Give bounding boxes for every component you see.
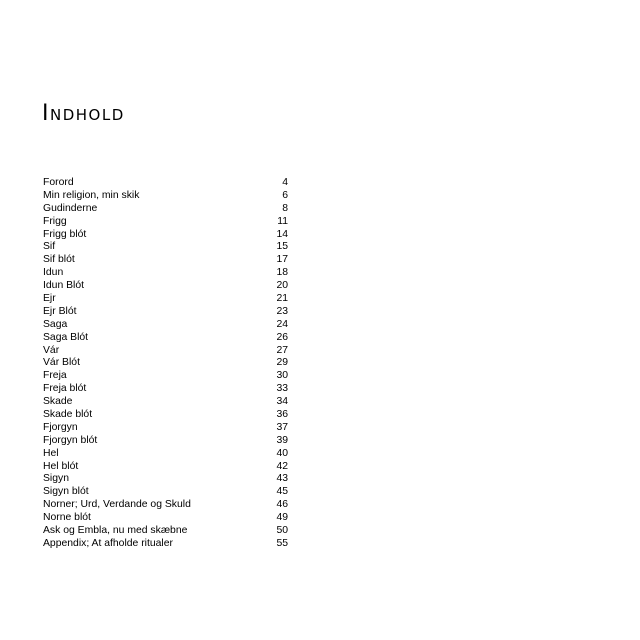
toc-entry: [43, 461, 288, 474]
toc-entry-page-number: 50: [276, 525, 288, 537]
toc-entry-title: Frigg: [43, 215, 67, 227]
toc-entry: [43, 267, 288, 280]
toc-entry: [43, 280, 288, 293]
toc-entry-title: Norner; Urd, Verdande og Skuld: [43, 499, 191, 511]
toc-entry-page-number: 26: [276, 331, 288, 343]
toc-entry: [43, 435, 288, 448]
toc-entry: [43, 293, 288, 306]
toc-entry: [43, 306, 288, 319]
toc-entry-page-number: 55: [276, 537, 288, 549]
toc-entry-page-number: 34: [276, 396, 288, 408]
page-title: Indhold: [42, 101, 125, 126]
toc-entry-title: Sif blót: [43, 254, 75, 266]
toc-entry-title: Ask og Embla, nu med skæbne: [43, 525, 188, 537]
toc-entry: [43, 538, 288, 551]
toc-entry-title: Fjorgyn blót: [43, 434, 98, 446]
toc-entry-title: Sif: [43, 241, 56, 253]
toc-entry: [43, 486, 288, 499]
toc-entry-title: Saga Blót: [43, 331, 89, 343]
toc-entry-title: Frigg blót: [43, 228, 87, 240]
toc-entry-page-number: 39: [276, 434, 288, 446]
toc-entry-page-number: 49: [276, 512, 288, 524]
toc-entry-title: Forord: [43, 177, 74, 188]
toc-entry: [43, 241, 288, 254]
toc-entry-page-number: 23: [276, 305, 288, 317]
toc-entry-page-number: 18: [276, 267, 288, 279]
toc-entry-page-number: 17: [276, 254, 288, 266]
toc-entry-page-number: 42: [276, 460, 288, 472]
toc-entry-title: Freja: [43, 370, 67, 382]
toc-entry-title: Hel blót: [43, 460, 79, 472]
toc-entry-page-number: 15: [276, 241, 288, 253]
toc-entry-title: Skade: [43, 396, 73, 408]
toc-entry-title: Sigyn: [43, 473, 69, 485]
toc-entry-page-number: 14: [276, 228, 288, 240]
toc-entry: [43, 422, 288, 435]
toc-entry-title: Appendix; At afholde ritualer: [43, 537, 173, 549]
toc-entry-title: Sigyn blót: [43, 486, 89, 498]
table-of-contents: [43, 177, 288, 551]
toc-entry: [43, 473, 288, 486]
toc-entry: [43, 216, 288, 229]
toc-entry-page-number: 24: [276, 318, 288, 330]
toc-entry-page-number: 30: [276, 370, 288, 382]
toc-entry-page-number: 29: [276, 357, 288, 369]
toc-entry-page-number: 36: [276, 409, 288, 421]
toc-entry: [43, 190, 288, 203]
toc-entry-page-number: 20: [276, 280, 288, 292]
toc-entry: [43, 448, 288, 461]
toc-entry: [43, 254, 288, 267]
toc-entry-page-number: 21: [276, 293, 288, 305]
toc-entry-title: Vár: [43, 344, 60, 356]
toc-entry-title: Idun: [43, 267, 64, 279]
toc-entry-page-number: 6: [282, 189, 288, 201]
toc-entry: [43, 319, 288, 332]
toc-entry-page-number: 43: [276, 473, 288, 485]
toc-entry-title: Ejr Blót: [43, 305, 77, 317]
toc-entry: [43, 370, 288, 383]
toc-entry-page-number: 27: [276, 344, 288, 356]
toc-entry: [43, 396, 288, 409]
toc-entry: [43, 229, 288, 242]
toc-entry: [43, 357, 288, 370]
toc-entry: [43, 499, 288, 512]
toc-entry-title: Ejr: [43, 293, 56, 305]
toc-entry-page-number: 46: [276, 499, 288, 511]
toc-entry-title: Saga: [43, 318, 68, 330]
toc-entry: [43, 409, 288, 422]
toc-entry: [43, 525, 288, 538]
toc-entry-title: Norne blót: [43, 512, 91, 524]
toc-entry-page-number: 4: [282, 177, 288, 188]
toc-entry-title: Freja blót: [43, 383, 87, 395]
toc-entry-page-number: 8: [282, 202, 288, 214]
toc-entry-title: Gudinderne: [43, 202, 98, 214]
toc-entry: [43, 203, 288, 216]
toc-entry-title: Fjorgyn: [43, 421, 78, 433]
toc-entry: [43, 332, 288, 345]
toc-entry-page-number: 11: [277, 215, 288, 227]
toc-entry-title: Vár Blót: [43, 357, 80, 369]
toc-entry-page-number: 45: [276, 486, 288, 498]
toc-entry-title: Skade blót: [43, 409, 93, 421]
toc-entry: [43, 177, 288, 190]
toc-entry-title: Idun Blót: [43, 280, 85, 292]
toc-entry-title: Min religion, min skik: [43, 189, 140, 201]
toc-entry-page-number: 37: [276, 421, 288, 433]
toc-entry-page-number: 40: [276, 447, 288, 459]
toc-entry: [43, 345, 288, 358]
toc-entry-page-number: 33: [276, 383, 288, 395]
toc-entry: [43, 512, 288, 525]
toc-entry: [43, 383, 288, 396]
toc-entry-title: Hel: [43, 447, 59, 459]
